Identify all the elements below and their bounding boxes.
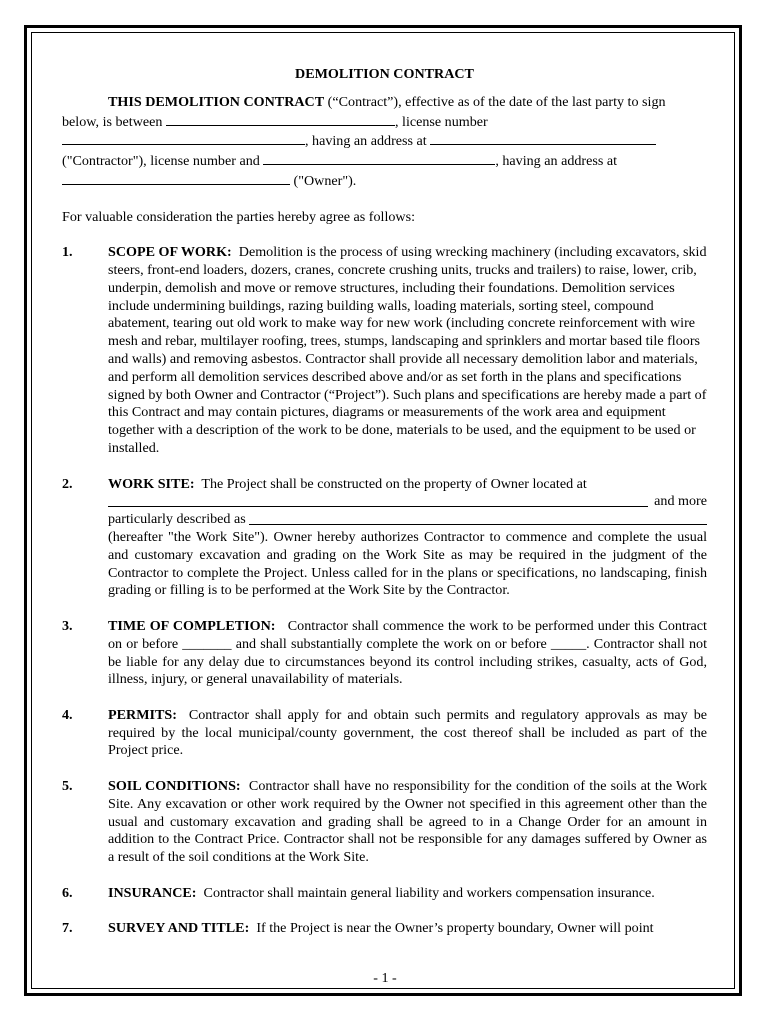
section-6 [62, 885, 707, 903]
section-text: and more [654, 493, 707, 510]
section-3 [62, 618, 707, 689]
section-7 [62, 920, 707, 938]
section-text: (hereafter "the Work Site"). Owner hereby authorizes Contractor to commence and complete the usual and customary excavation and grading on the Work Site as may be required in the judgment of the Contractor to complete the Project. Unless called for in the plans or specifications, no landscaping, finish grading or filling is to be performed at the Work Site by the Contractor. [108, 528, 707, 599]
section-number: 5. [62, 778, 73, 795]
page-number: - 1 - [373, 970, 397, 986]
intro-text: below, is between [62, 113, 166, 130]
contractor-license-blank[interactable] [62, 131, 305, 145]
contractor-address-blank[interactable] [430, 131, 656, 145]
intro-text: , license number [394, 113, 488, 130]
intro-lead-rest: (“Contract”), effective as of the date of the last party to sign [324, 93, 666, 110]
section-text: If the Project is near the Owner’s property boundary, Owner will point [256, 920, 654, 937]
section-number: 7. [62, 920, 73, 937]
section-1 [62, 244, 707, 458]
section-heading: WORK SITE: [108, 475, 195, 492]
intro-lead: THIS DEMOLITION CONTRACT [108, 93, 325, 110]
section-number: 1. [62, 244, 73, 261]
section-5 [62, 778, 707, 867]
owner-address-blank[interactable] [62, 171, 290, 185]
section-text: Contractor shall maintain general liability and workers compensation insurance. [203, 884, 655, 901]
property-address-blank[interactable] [108, 493, 648, 507]
section-text: Contractor shall have no responsibility for the condition of the soils at the Work Site. Any excavation or other work required by the Owner not specified in this agreement other than the usual and customary excavation and grading shall be agreed to in a Change Order for an amount in addition to the Contract Price. Contractor shall not be responsible for any damages suffered by Owner as a result of the soil conditions at the Work Site. [108, 778, 707, 866]
owner-name-blank[interactable] [263, 151, 495, 165]
intro-paragraph [62, 94, 707, 191]
intro-text: , having an address at [495, 153, 618, 170]
section-number: 3. [62, 617, 73, 634]
section-text: Contractor shall commence the work to be performed under this Contract on or before _______ and shall substantially complete the work on or before _____. Contractor shall not be liable for any delay due to circumstances beyond its control including strikes, casualty, acts of God, illness, injury, or general unavailability of materials. [108, 617, 707, 688]
section-number: 2. [62, 475, 73, 492]
property-description-blank[interactable] [249, 511, 707, 525]
intro-text: ("Owner"). [290, 172, 357, 189]
section-heading: PERMITS: [108, 706, 177, 723]
section-heading: SOIL CONDITIONS: [108, 778, 241, 795]
document-page [62, 62, 707, 938]
section-4 [62, 707, 707, 760]
section-text: The Project shall be constructed on the property of Owner located at [201, 475, 587, 492]
contractor-name-blank[interactable] [166, 112, 395, 126]
document-title: DEMOLITION CONTRACT [295, 66, 474, 82]
intro-text: ("Contractor"), license number and [62, 153, 264, 170]
section-number: 6. [62, 884, 73, 901]
section-text: particularly described as [108, 511, 246, 528]
section-2 [62, 476, 707, 601]
section-heading: SURVEY AND TITLE: [108, 920, 250, 937]
consideration-text: For valuable consideration the parties hereby agree as follows: [62, 208, 416, 225]
section-heading: SCOPE OF WORK: [108, 244, 232, 261]
section-number: 4. [62, 706, 73, 723]
intro-text: , having an address at [305, 133, 431, 150]
section-heading: TIME OF COMPLETION: [108, 617, 276, 634]
section-heading: INSURANCE: [108, 884, 197, 901]
section-text: Contractor shall apply for and obtain such permits and regulatory approvals as may be required by the local municipal/county government, the cost thereof shall be included as part of the Project price. [108, 706, 707, 759]
section-text: Demolition is the process of using wrecking machinery (including excavators, skid steers, front-end loaders, dozers, cranes, concrete crushing units, trucks and trailers) to raise, lower, crib, underpin, demolish and move or remove structures, including their foundations. Demolition services include undermining buildings, razing building walls, loading materials, sorting steel, compound abatement, tearing out old work to make way for new work (including concrete reinforcement with wire mesh and rebar, multilayer roofing, trees, stumps, landscaping and sprinklers and mortar based tile floors and walls) and removing asbestos. Contractor shall provide all necessary demolition labor and materials, and perform all demolition services described above and/or as set forth in the plans and specifications signed by both Owner and Contractor (“Project”). Such plans and specifications are hereby made a part of this Contract and may contain pictures, diagrams or measurements of the work area and equipment together with a description of the work to be done, materials to be used, and the equipment to be used or installed. [108, 244, 707, 456]
